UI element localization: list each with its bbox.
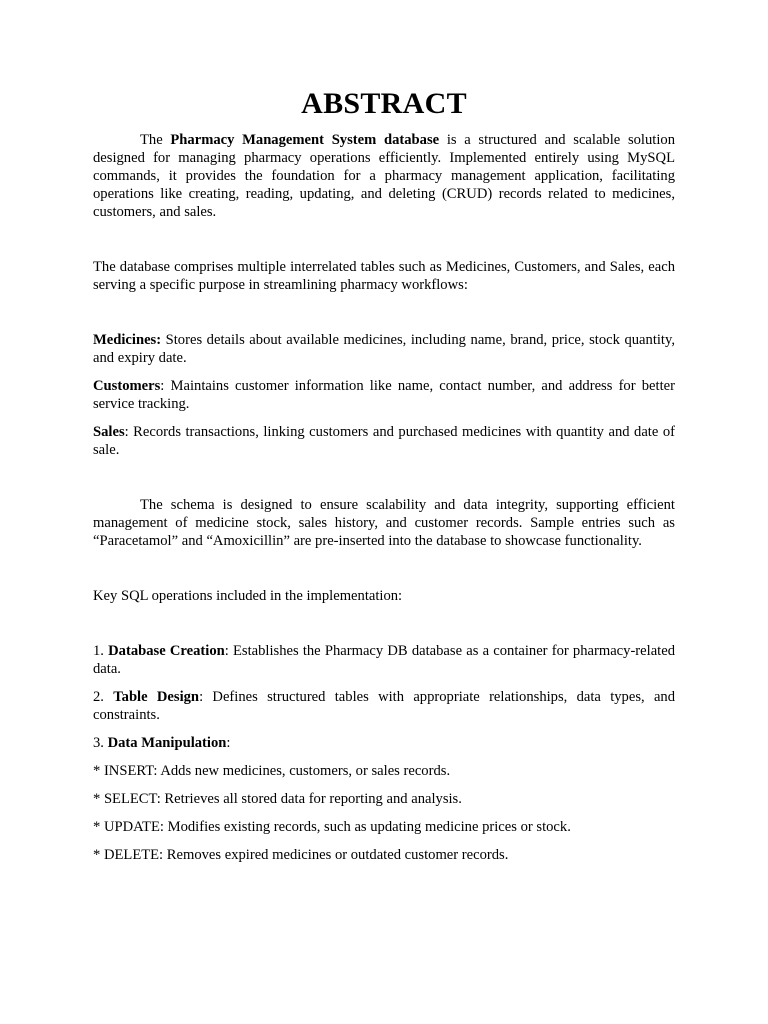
op-item-database-creation xyxy=(93,642,675,678)
op-item-data-manipulation xyxy=(93,734,675,752)
op-item-table-design xyxy=(93,688,675,724)
table-item-customers xyxy=(93,377,675,413)
table-name: Customers xyxy=(93,378,161,394)
op-name: Database Creation xyxy=(108,643,225,659)
dml-item-update: * UPDATE: Modifies existing records, such as updating medicine prices or stock. xyxy=(93,819,571,835)
intro-post: is a structured and scalable solution designed for managing pharmacy operations efficiently. Implemented entirely using MySQL commands, it provides the foundation for a pharmacy management application, facilitating operations like creating, reading, updating, and deleting (CRUD) records related to medicines, customers, and sales. xyxy=(93,132,675,220)
schema-paragraph: The schema is designed to ensure scalability and data integrity, supporting efficient management of medicine stock, sales history, and customer records. Sample entries such as “Paracetamol” and “Amoxicillin” are pre-inserted into the database to showcase functionality. xyxy=(93,497,675,549)
intro-pre: The xyxy=(140,132,171,148)
intro-bold: Pharmacy Management System database xyxy=(170,132,440,148)
dml-item-select: * SELECT: Retrieves all stored data for reporting and analysis. xyxy=(93,791,462,807)
op-desc: : xyxy=(226,735,231,751)
op-name: Data Manipulation xyxy=(107,735,227,751)
op-desc: : Defines structured tables with appropriate relationships, data types, and constraints. xyxy=(93,689,676,723)
table-name: Sales xyxy=(93,424,125,440)
table-desc: Stores details about available medicines, including name, brand, price, stock quantity, and expiry date. xyxy=(93,332,675,366)
table-desc: : Records transactions, linking customers and purchased medicines with quantity and date of sale. xyxy=(93,424,675,458)
op-number: 2. xyxy=(93,689,114,705)
intro-paragraph xyxy=(93,131,675,221)
ops-intro-paragraph: Key SQL operations included in the implementation: xyxy=(93,588,403,604)
op-name: Table Design xyxy=(113,689,200,705)
tables-intro-paragraph: The database comprises multiple interrelated tables such as Medicines, Customers, and Sales, each serving a specific purpose in streamlining pharmacy workflows: xyxy=(93,259,675,293)
document-page xyxy=(93,84,675,864)
table-item-medicines xyxy=(93,331,675,367)
table-name: Medicines: xyxy=(93,332,162,348)
op-number: 1. xyxy=(93,643,109,659)
op-number: 3. xyxy=(93,735,108,751)
table-desc: : Maintains customer information like name, contact number, and address for better service tracking. xyxy=(93,378,675,412)
op-desc: : Establishes the Pharmacy DB database as a container for pharmacy-related data. xyxy=(93,643,676,677)
dml-item-insert: * INSERT: Adds new medicines, customers, or sales records. xyxy=(93,763,451,779)
dml-item-delete: * DELETE: Removes expired medicines or outdated customer records. xyxy=(93,847,509,863)
page-title: ABSTRACT xyxy=(301,87,467,120)
table-item-sales xyxy=(93,423,675,459)
